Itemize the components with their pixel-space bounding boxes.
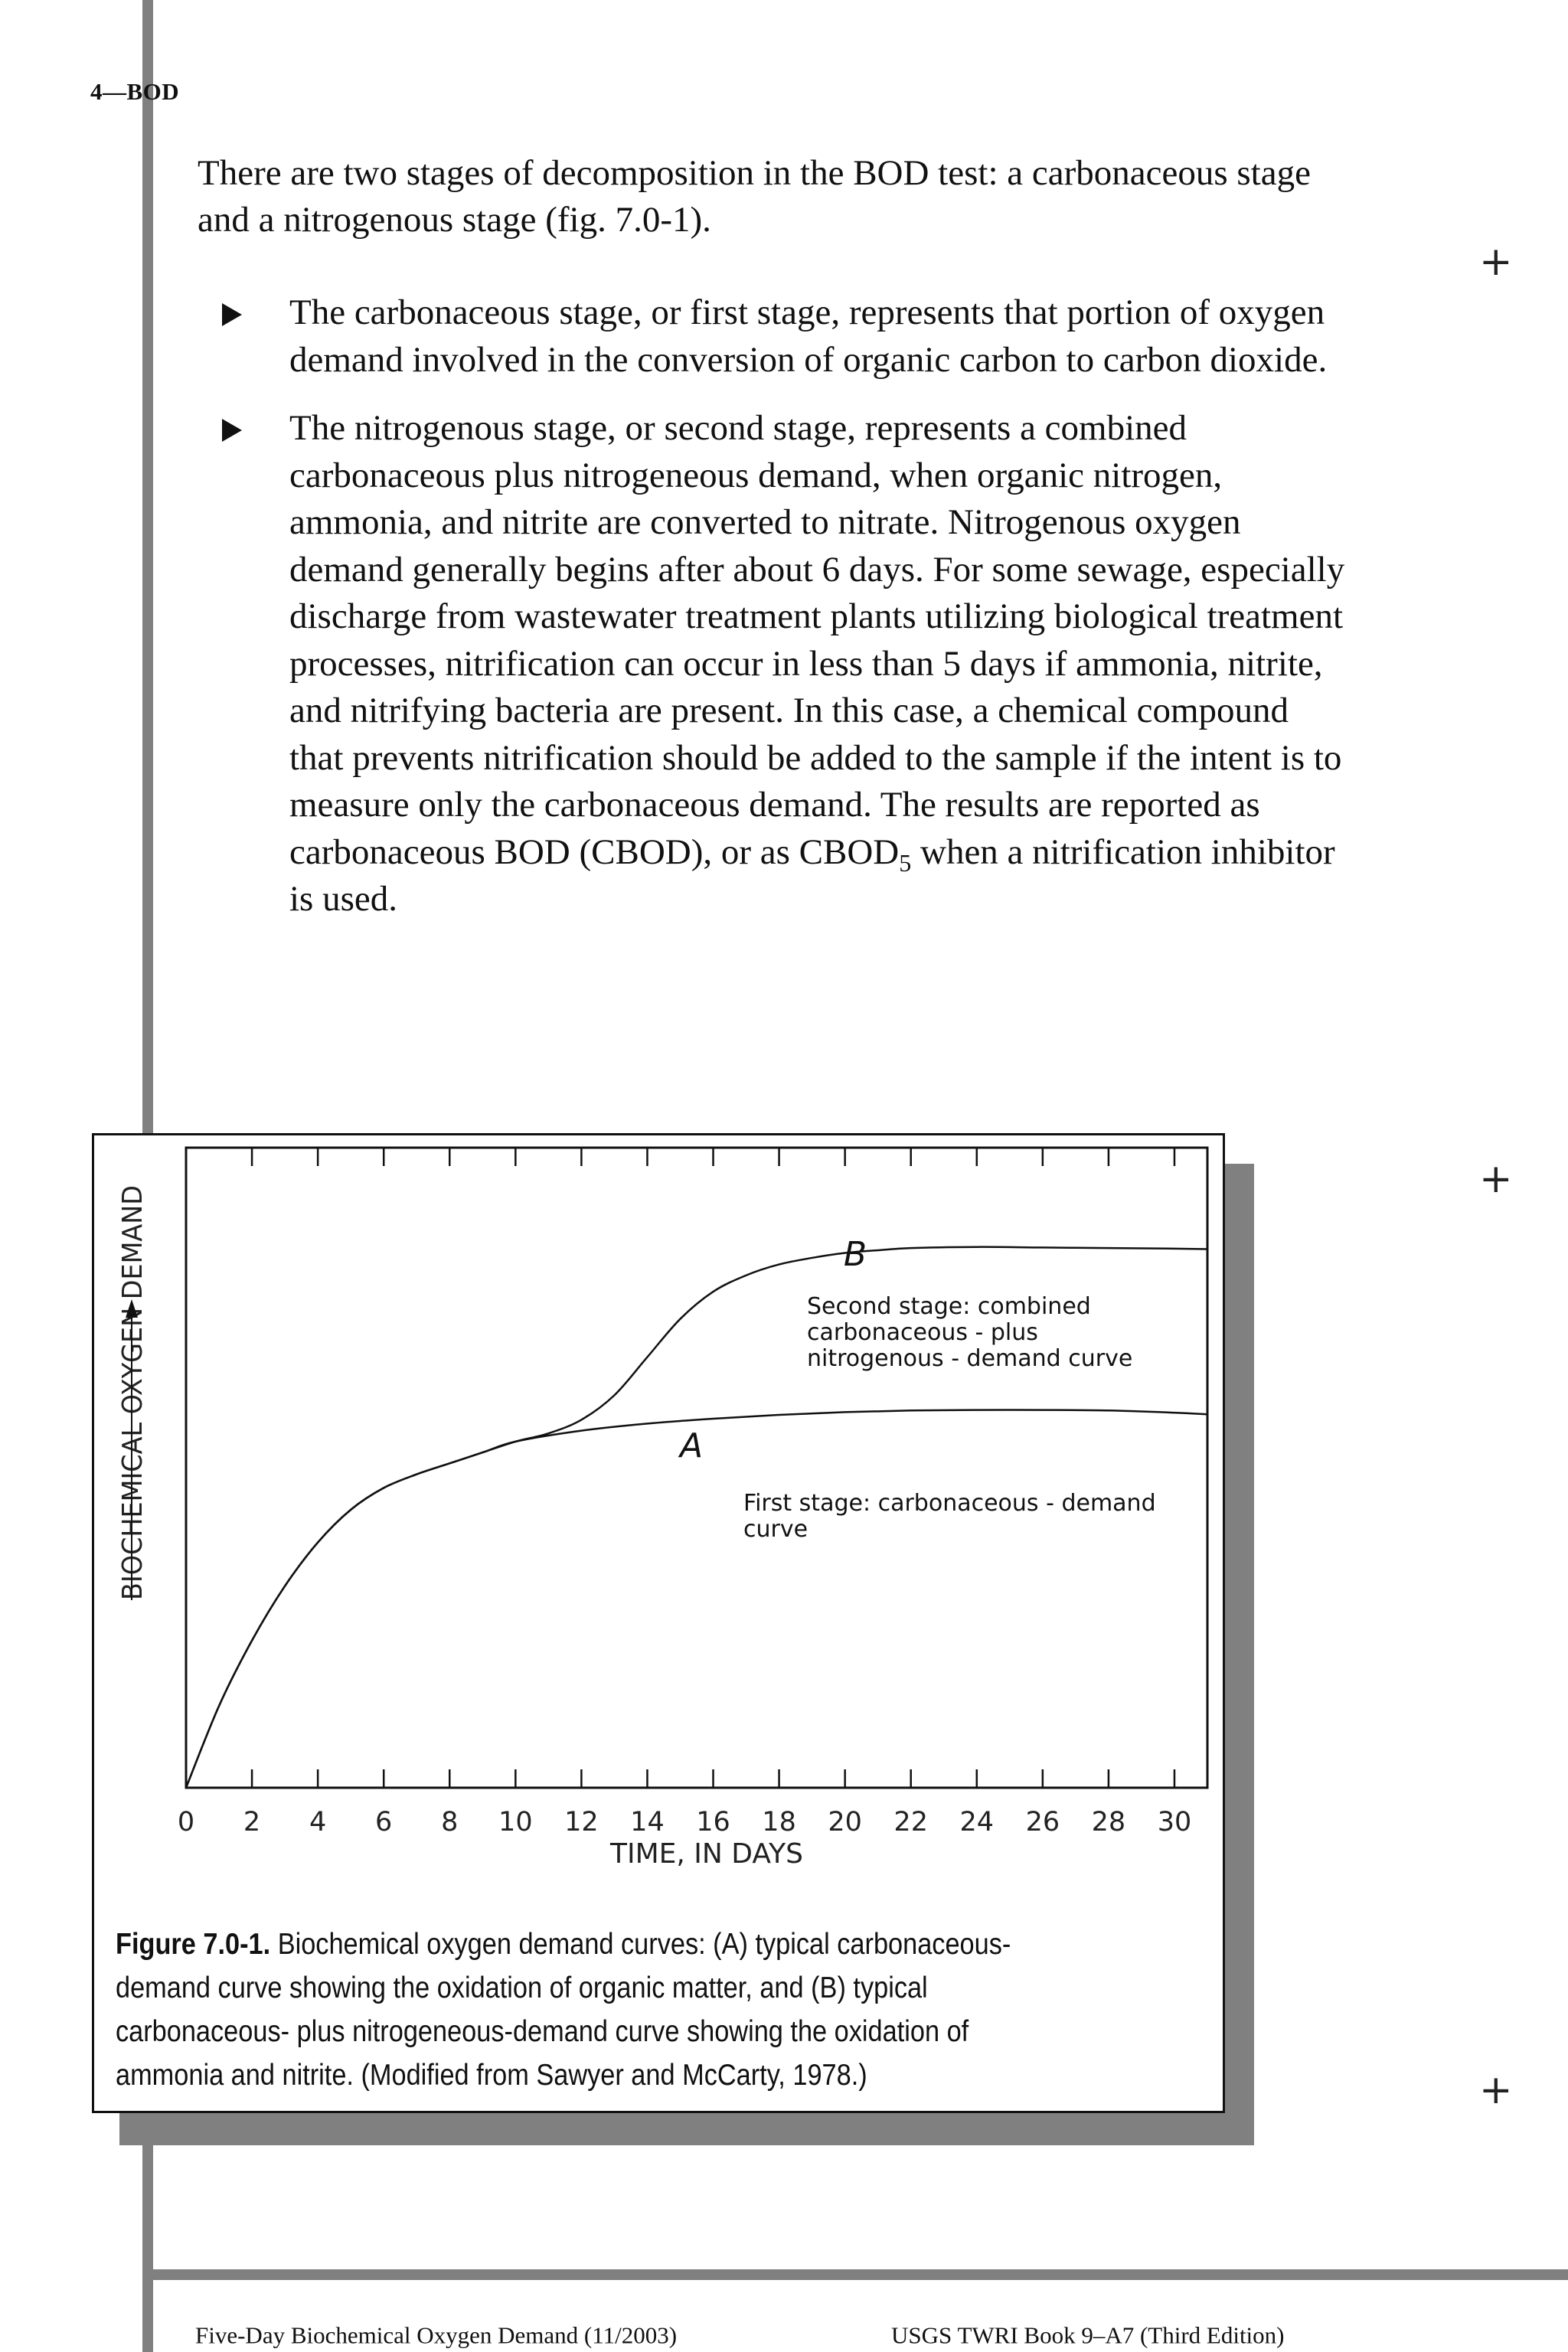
x-tick-label: 8 xyxy=(441,1807,459,1838)
x-tick-label: 4 xyxy=(309,1807,327,1838)
series-a-line xyxy=(186,1410,1207,1788)
series-b-annotation-line-2: carbonaceous - plus xyxy=(807,1319,1038,1346)
crop-mark: + xyxy=(1479,239,1513,285)
x-tick-label: 2 xyxy=(243,1807,261,1838)
x-tick-label: 14 xyxy=(630,1807,665,1838)
footer-right: USGS TWRI Book 9–A7 (Third Edition) xyxy=(891,2321,1285,2349)
crop-mark: + xyxy=(1479,2067,1513,2113)
x-tick-label: 28 xyxy=(1091,1807,1126,1838)
figure-caption xyxy=(116,1922,1073,2097)
footer-left: Five-Day Biochemical Oxygen Demand (11/2003) xyxy=(195,2321,678,2349)
bod-chart xyxy=(94,1135,1223,1901)
intro-paragraph: There are two stages of decomposition in the BOD test: a carbonaceous stage and a nitrogenous stage (fig. 7.0-1). xyxy=(198,153,1311,240)
bullet-text: The nitrogenous stage, or second stage, represents a combined carbonaceous plus nitrogeneous demand, when organic nitrogen, ammonia, and nitrite are converted to nitrate. Nitrogenous oxygen demand generally begins after about 6 days. For some sewage, especially discharge from wastewater treatment plants utilizing biological treatment processes, nitrification can occur in less than 5 days if ammonia, nitrite, and nitrifying bacteria are present. In this case, a chemical compound that prevents nitrification should be added to the sample if the intent is to measure only the carbonaceous demand. The results are reported as carbonaceous BOD (CBOD), or as CBOD xyxy=(289,408,1345,872)
series-b-label: B xyxy=(843,1235,867,1274)
series-b-annotation-line-3: nitrogenous - demand curve xyxy=(807,1345,1133,1372)
x-axis-label: TIME, IN DAYS xyxy=(609,1838,804,1870)
triangle-bullet-icon xyxy=(222,303,242,326)
subscript-5: 5 xyxy=(899,848,912,877)
crop-mark: + xyxy=(1479,1156,1513,1202)
x-tick-label: 26 xyxy=(1025,1807,1060,1838)
bottom-margin-rule xyxy=(142,2269,1568,2280)
x-tick-label: 12 xyxy=(564,1807,599,1838)
plot-frame xyxy=(186,1148,1207,1788)
x-tick-label: 6 xyxy=(375,1807,393,1838)
series-b-annotation-line-1: Second stage: combined xyxy=(807,1293,1091,1320)
bullet-carbonaceous-stage xyxy=(222,289,1348,384)
series-a-annotation-line-2: curve xyxy=(743,1516,808,1543)
x-tick-label: 22 xyxy=(893,1807,928,1838)
x-tick-label: 16 xyxy=(696,1807,730,1838)
x-tick-label: 20 xyxy=(828,1807,862,1838)
x-tick-label: 10 xyxy=(498,1807,533,1838)
bullet-text: The carbonaceous stage, or first stage, represents that portion of oxygen demand involved in the conversion of organic carbon to carbon dioxide. xyxy=(289,292,1328,380)
series-a-annotation-line-1: First stage: carbonaceous - demand xyxy=(743,1490,1156,1517)
series-b-line xyxy=(186,1247,1207,1788)
caption-label: Figure 7.0-1. xyxy=(116,1928,271,1961)
triangle-bullet-icon xyxy=(222,419,242,442)
x-tick-label: 18 xyxy=(762,1807,796,1838)
x-tick-label: 0 xyxy=(177,1807,195,1838)
series-a-label: A xyxy=(679,1426,704,1465)
y-axis-label-group xyxy=(117,1152,149,1600)
x-tick-label: 30 xyxy=(1157,1807,1192,1838)
bullet-list xyxy=(222,289,1348,945)
figure-box xyxy=(92,1133,1225,2113)
x-tick-label: 24 xyxy=(959,1807,995,1838)
running-head: 4—BOD xyxy=(90,78,180,105)
bullet-text-end: when a nitrification inhibitor is used. xyxy=(289,831,1335,919)
caption-text: Biochemical oxygen demand curves: (A) typical carbonaceous-demand curve showing the oxidation of organic matter, and (B) typical carbonaceous- plus nitrogeneous-demand curve showing the oxidation of ammonia and nitrite. (Modified from Sawyer and McCarty, 1978.) xyxy=(116,1928,1011,2092)
bullet-nitrogenous-stage xyxy=(222,405,1348,923)
y-axis-label: BIOCHEMICAL OXYGEN DEMAND xyxy=(117,1152,149,1600)
